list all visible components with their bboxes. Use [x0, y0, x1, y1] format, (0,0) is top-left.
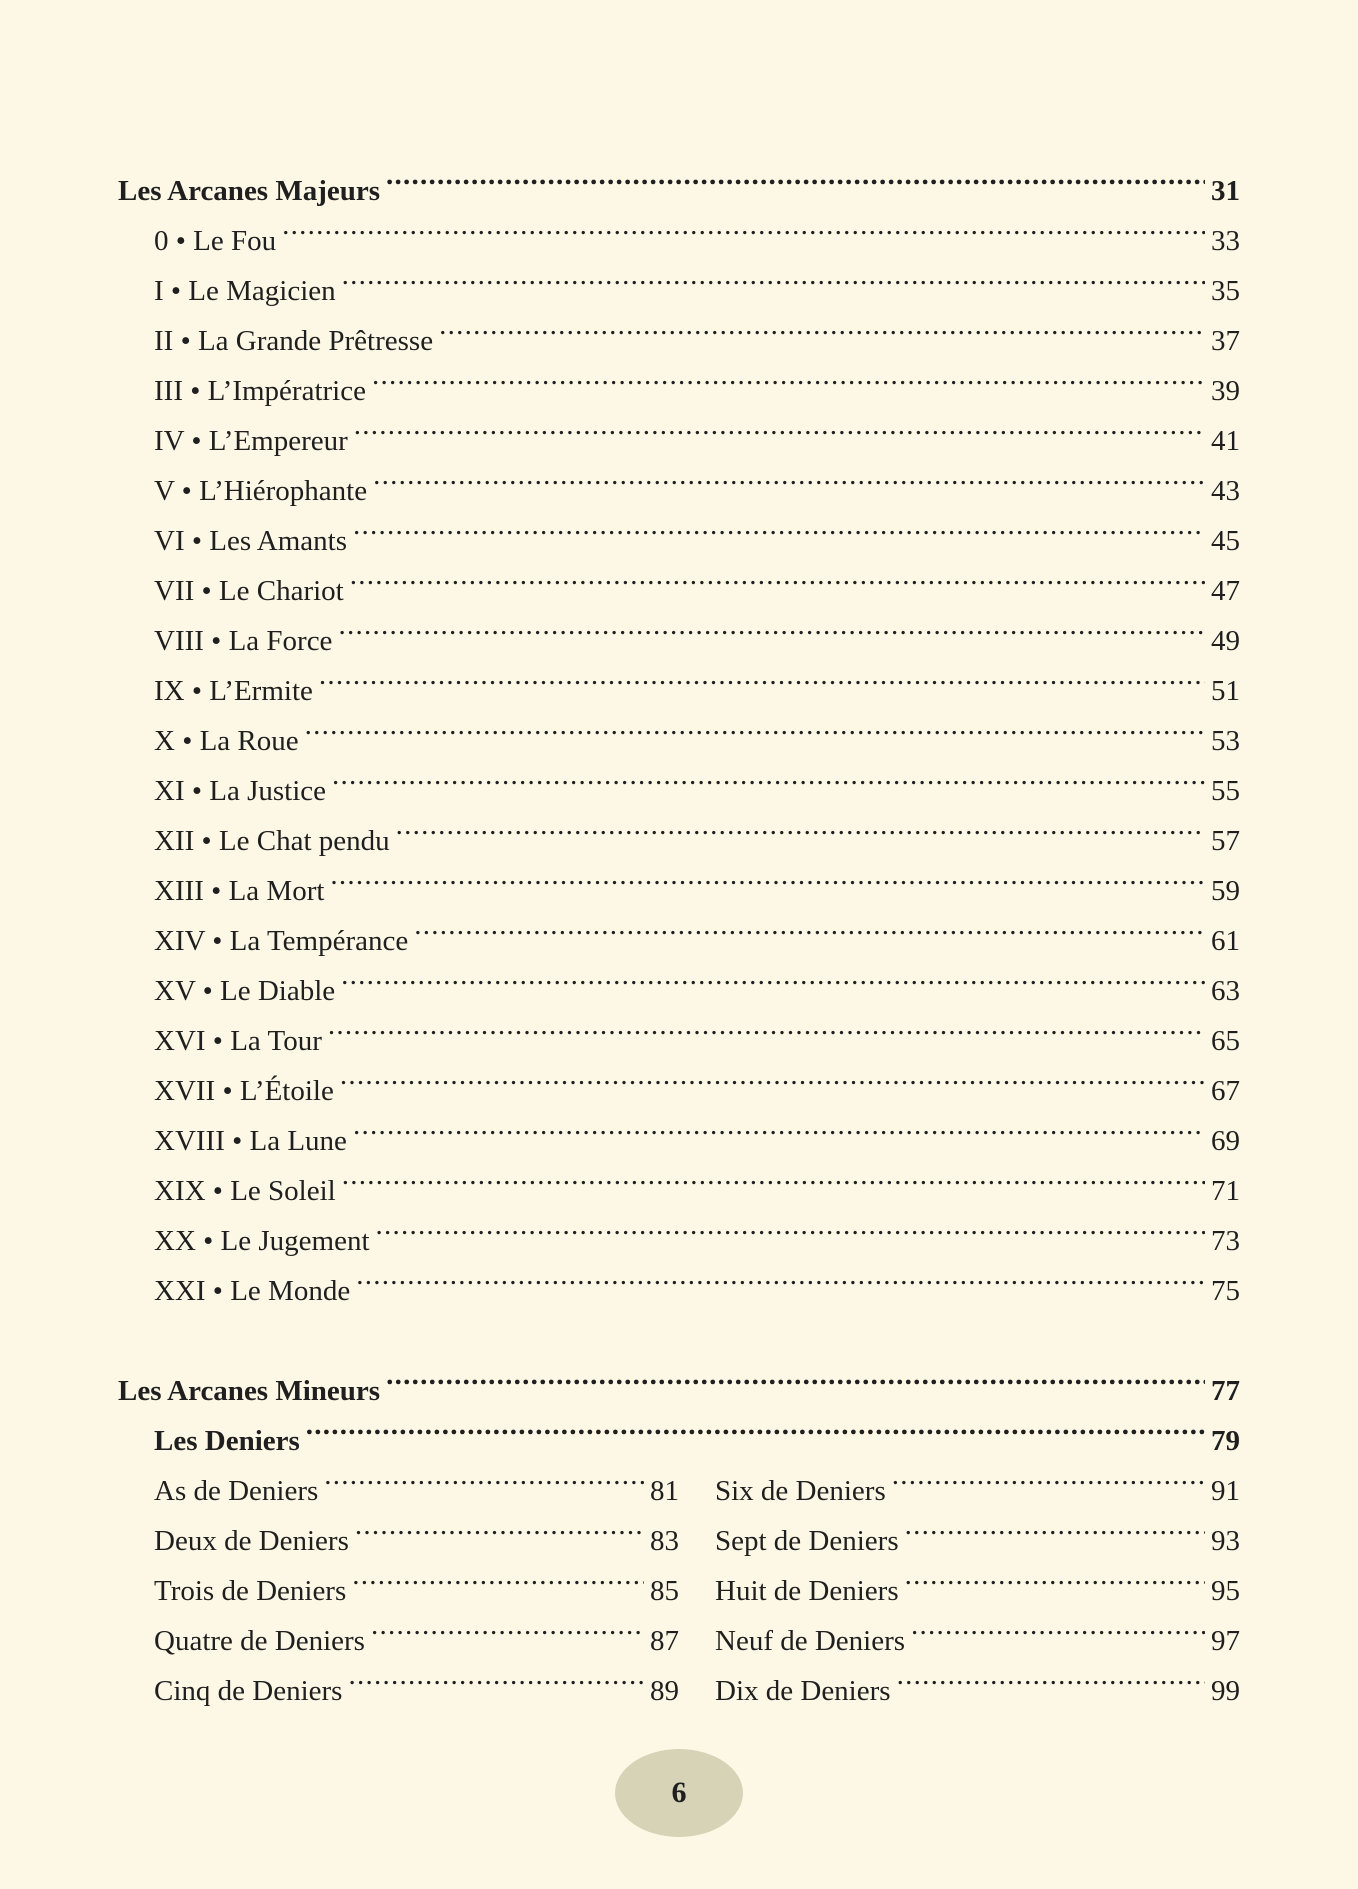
toc-entry-label: VIII • La Force	[154, 625, 333, 657]
dot-leader	[332, 771, 1205, 800]
section-spacer	[118, 1316, 1240, 1366]
toc-page-number: 77	[1211, 1375, 1240, 1407]
toc-entry[interactable]	[118, 316, 1240, 366]
toc-entry[interactable]	[118, 816, 1240, 866]
toc-entry-label: IX • L’Ermite	[154, 675, 313, 707]
toc-subsection-label: Les Deniers	[154, 1425, 300, 1457]
toc-entry-label: II • La Grande Prêtresse	[154, 325, 434, 357]
toc-page-number: 51	[1211, 675, 1240, 707]
toc-entry[interactable]	[715, 1566, 1240, 1616]
dot-leader	[338, 621, 1205, 650]
toc-entry-label: Trois de Deniers	[154, 1575, 347, 1607]
toc-entry[interactable]	[118, 366, 1240, 416]
toc-page-number: 45	[1211, 525, 1240, 557]
dot-leader	[342, 1171, 1205, 1200]
dot-leader	[350, 571, 1205, 600]
dot-leader	[341, 971, 1205, 1000]
dot-leader	[911, 1621, 1205, 1650]
toc-page-number: 55	[1211, 775, 1240, 807]
toc-entry[interactable]	[118, 616, 1240, 666]
dot-leader	[355, 1521, 644, 1550]
dot-leader	[356, 1271, 1205, 1300]
toc-entry-label: III • L’Impératrice	[154, 375, 366, 407]
toc-entry-label: XIII • La Mort	[154, 875, 325, 907]
toc-entry-label: XVII • L’Étoile	[154, 1075, 334, 1107]
dot-leader	[414, 921, 1205, 950]
toc-entry[interactable]	[118, 416, 1240, 466]
dot-leader	[373, 471, 1205, 500]
toc-entry[interactable]	[118, 1266, 1240, 1316]
dot-leader	[905, 1521, 1205, 1550]
toc-entry-label: X • La Roue	[154, 725, 299, 757]
toc-entry-label: Deux de Deniers	[154, 1525, 349, 1557]
dot-leader	[905, 1571, 1205, 1600]
toc-page-number: 61	[1211, 925, 1240, 957]
toc-entry[interactable]	[154, 1616, 679, 1666]
toc-entry[interactable]	[118, 566, 1240, 616]
dot-leader	[353, 521, 1205, 550]
toc-page-number: 31	[1211, 175, 1240, 207]
toc-entry[interactable]	[715, 1616, 1240, 1666]
toc-page-number: 63	[1211, 975, 1240, 1007]
toc-entry[interactable]	[154, 1566, 679, 1616]
toc-entry[interactable]	[154, 1466, 679, 1516]
toc-entry[interactable]	[118, 216, 1240, 266]
page-number: 6	[671, 1776, 687, 1809]
toc-section-arcanes-majeurs[interactable]	[118, 166, 1240, 216]
dot-leader	[386, 1371, 1205, 1400]
toc-entry[interactable]	[715, 1516, 1240, 1566]
dot-leader	[371, 1621, 644, 1650]
toc-page-number: 93	[1211, 1525, 1240, 1557]
dot-leader	[282, 221, 1205, 250]
toc-page-number: 81	[650, 1475, 679, 1507]
toc-page-number: 33	[1211, 225, 1240, 257]
toc-page-number: 67	[1211, 1075, 1240, 1107]
dot-leader	[324, 1471, 644, 1500]
toc-entry-label: Quatre de Deniers	[154, 1625, 365, 1657]
toc-page-number: 59	[1211, 875, 1240, 907]
toc-page-number: 41	[1211, 425, 1240, 457]
toc-entry-label: Six de Deniers	[715, 1475, 886, 1507]
dot-leader	[386, 171, 1205, 200]
toc-entry[interactable]	[118, 516, 1240, 566]
dot-leader	[353, 1121, 1205, 1150]
dot-leader	[306, 1421, 1205, 1450]
toc-entry-label: As de Deniers	[154, 1475, 319, 1507]
dot-leader	[892, 1471, 1205, 1500]
toc-page-number: 49	[1211, 625, 1240, 657]
toc-entry[interactable]	[118, 1016, 1240, 1066]
toc-entry-label: Neuf de Deniers	[715, 1625, 906, 1657]
toc-entry-label: 0 • Le Fou	[154, 225, 277, 257]
toc-entry[interactable]	[118, 1166, 1240, 1216]
toc-entry[interactable]	[715, 1666, 1240, 1716]
toc-page-number: 47	[1211, 575, 1240, 607]
dot-leader	[330, 871, 1205, 900]
toc-page-number: 91	[1211, 1475, 1240, 1507]
toc-entry-label: XIV • La Tempérance	[154, 925, 409, 957]
dot-leader	[340, 1071, 1205, 1100]
dot-leader	[396, 821, 1205, 850]
dot-leader	[354, 421, 1205, 450]
dot-leader	[439, 321, 1205, 350]
deniers-columns	[118, 1466, 1240, 1716]
toc-entry-label: IV • L’Empereur	[154, 425, 348, 457]
toc-entry-label: XV • Le Diable	[154, 975, 336, 1007]
toc-entry-label: XX • Le Jugement	[154, 1225, 370, 1257]
table-of-contents	[118, 166, 1240, 1716]
dot-leader	[348, 1671, 644, 1700]
toc-entry-label: XIX • Le Soleil	[154, 1175, 336, 1207]
toc-page-number: 73	[1211, 1225, 1240, 1257]
toc-page-number: 43	[1211, 475, 1240, 507]
toc-entry[interactable]	[118, 1066, 1240, 1116]
dot-leader	[376, 1221, 1205, 1250]
toc-entry[interactable]	[118, 466, 1240, 516]
dot-leader	[352, 1571, 644, 1600]
toc-page-number: 37	[1211, 325, 1240, 357]
toc-subsection-deniers[interactable]	[118, 1416, 1240, 1466]
toc-page-number: 85	[650, 1575, 679, 1607]
toc-page-number: 57	[1211, 825, 1240, 857]
toc-entry-label: XII • Le Chat pendu	[154, 825, 390, 857]
toc-page-number: 87	[650, 1625, 679, 1657]
toc-page-number: 83	[650, 1525, 679, 1557]
toc-page-number: 75	[1211, 1275, 1240, 1307]
toc-entry[interactable]	[118, 716, 1240, 766]
toc-page-number: 79	[1211, 1425, 1240, 1457]
toc-entry-label: VI • Les Amants	[154, 525, 347, 557]
toc-entry[interactable]	[154, 1516, 679, 1566]
toc-entry[interactable]	[118, 1116, 1240, 1166]
toc-page-number: 89	[650, 1675, 679, 1707]
toc-entry-label: VII • Le Chariot	[154, 575, 344, 607]
deniers-right-column	[715, 1466, 1240, 1716]
toc-entry-label: XI • La Justice	[154, 775, 327, 807]
page-number-badge	[615, 1749, 743, 1837]
dot-leader	[897, 1671, 1205, 1700]
toc-page-number: 97	[1211, 1625, 1240, 1657]
toc-entry-label: Sept de Deniers	[715, 1525, 899, 1557]
toc-page-number: 71	[1211, 1175, 1240, 1207]
dot-leader	[328, 1021, 1205, 1050]
toc-entry-label: V • L’Hiérophante	[154, 475, 368, 507]
dot-leader	[372, 371, 1205, 400]
toc-section-arcanes-mineurs[interactable]	[118, 1366, 1240, 1416]
toc-page-number: 69	[1211, 1125, 1240, 1157]
toc-page-number: 53	[1211, 725, 1240, 757]
deniers-left-column	[154, 1466, 715, 1716]
toc-entry-label: XVIII • La Lune	[154, 1125, 347, 1157]
toc-entry-label: Dix de Deniers	[715, 1675, 891, 1707]
dot-leader	[342, 271, 1205, 300]
toc-page-number: 39	[1211, 375, 1240, 407]
toc-section-label: Les Arcanes Majeurs	[118, 175, 381, 207]
toc-entry[interactable]	[118, 266, 1240, 316]
toc-page-number: 65	[1211, 1025, 1240, 1057]
toc-entry[interactable]	[118, 966, 1240, 1016]
toc-entry-label: Cinq de Deniers	[154, 1675, 343, 1707]
toc-entry-label: Huit de Deniers	[715, 1575, 899, 1607]
dot-leader	[305, 721, 1205, 750]
toc-entry[interactable]	[118, 666, 1240, 716]
toc-entry[interactable]	[715, 1466, 1240, 1516]
toc-entry[interactable]	[154, 1666, 679, 1716]
toc-entry[interactable]	[118, 866, 1240, 916]
toc-page-number: 95	[1211, 1575, 1240, 1607]
toc-entry-label: XXI • Le Monde	[154, 1275, 351, 1307]
toc-entry[interactable]	[118, 916, 1240, 966]
toc-entry[interactable]	[118, 1216, 1240, 1266]
toc-section-label: Les Arcanes Mineurs	[118, 1375, 381, 1407]
toc-entry[interactable]	[118, 766, 1240, 816]
dot-leader	[319, 671, 1205, 700]
toc-entry-label: I • Le Magicien	[154, 275, 336, 307]
toc-entry-label: XVI • La Tour	[154, 1025, 322, 1057]
toc-page-number: 99	[1211, 1675, 1240, 1707]
toc-page-number: 35	[1211, 275, 1240, 307]
